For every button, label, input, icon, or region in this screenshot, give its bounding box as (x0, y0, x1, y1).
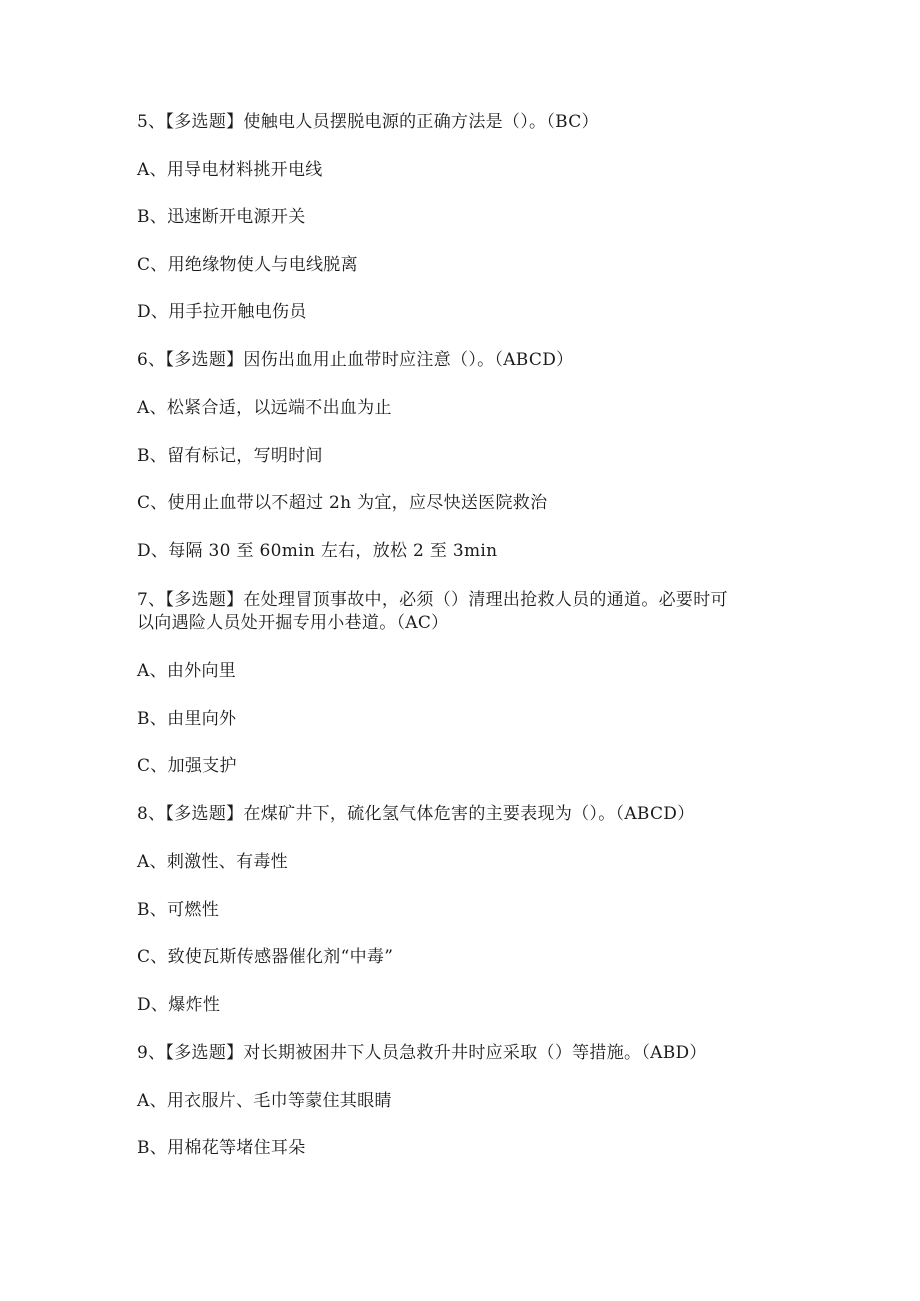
question-6-option-d: D、每隔 30 至 60min 左右，放松 2 至 3min (137, 541, 498, 561)
question-6-option-a: A、松紧合适，以远端不出血为止 (137, 398, 392, 418)
question-9-option-b: B、用棉花等堵住耳朵 (137, 1138, 306, 1158)
question-6-option-b: B、留有标记，写明时间 (137, 446, 323, 466)
question-8-option-a: A、刺激性、有毒性 (137, 852, 288, 872)
question-5-option-b: B、迅速断开电源开关 (137, 207, 306, 227)
question-7-option-b: B、由里向外 (137, 709, 237, 729)
question-9-option-a: A、用衣服片、毛巾等蒙住其眼睛 (137, 1091, 392, 1111)
question-5-stem: 5、【多选题】使触电人员摆脱电源的正确方法是（）。（BC） (137, 112, 599, 132)
question-7-option-c: C、加强支护 (137, 756, 237, 776)
question-8-option-b: B、可燃性 (137, 900, 219, 920)
question-8-option-d: D、爆炸性 (137, 995, 221, 1015)
question-7-stem-line-2: 以向遇险人员处开掘专用小巷道。（AC） (137, 613, 449, 633)
question-8-stem: 8、【多选题】在煤矿井下，硫化氢气体危害的主要表现为（）。（ABCD） (137, 804, 695, 824)
question-7-stem-line-1: 7、【多选题】在处理冒顶事故中，必须（）清理出抢救人员的通道。必要时可 (137, 590, 728, 610)
question-8-option-c: C、致使瓦斯传感器催化剂“中毒” (137, 947, 394, 967)
question-5-option-a: A、用导电材料挑开电线 (137, 160, 323, 180)
question-6-stem: 6、【多选题】因伤出血用止血带时应注意（）。（ABCD） (137, 350, 574, 370)
question-5-option-d: D、用手拉开触电伤员 (137, 302, 307, 322)
question-9-stem: 9、【多选题】对长期被困井下人员急救升井时应采取（）等措施。（ABD） (137, 1043, 707, 1063)
question-7-option-a: A、由外向里 (137, 661, 237, 681)
question-6-option-c: C、使用止血带以不超过 2h 为宜，应尽快送医院救治 (137, 493, 548, 513)
question-5-option-c: C、用绝缘物使人与电线脱离 (137, 255, 358, 275)
